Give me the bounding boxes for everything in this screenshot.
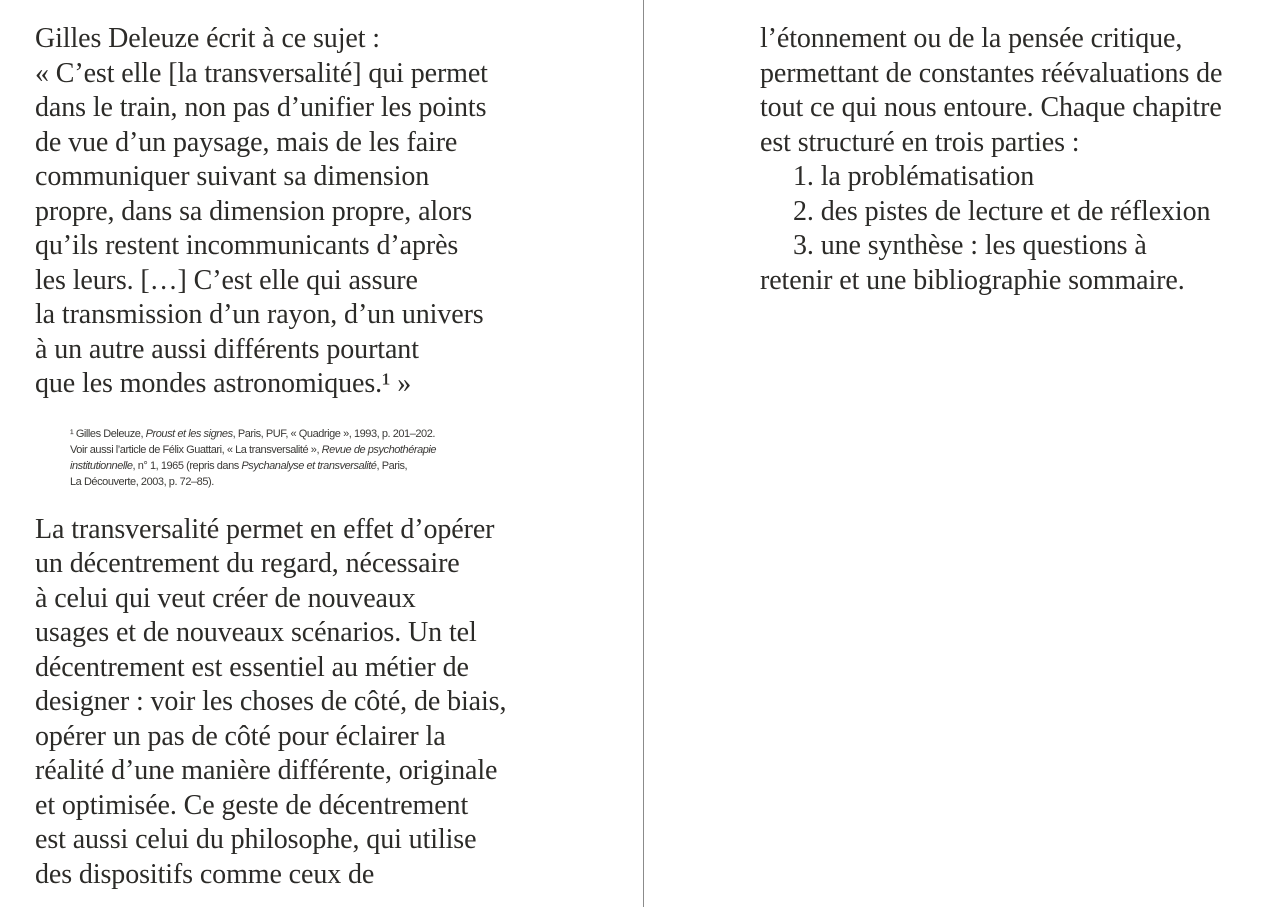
text-line: est structuré en trois parties : bbox=[760, 126, 1080, 158]
footnote-text-run: Proust et les signes bbox=[145, 427, 233, 440]
text-line: à un autre aussi différents pourtant bbox=[35, 333, 419, 365]
footnote-text-run: , Paris, bbox=[376, 460, 408, 473]
text-line: de vue d’un paysage, mais de les faire bbox=[35, 126, 458, 158]
left-page-column bbox=[35, 22, 635, 892]
footnote-line bbox=[70, 474, 635, 490]
text-line: que les mondes astronomiques.¹ » bbox=[35, 368, 412, 399]
text-line: tout ce qui nous entoure. Chaque chapitre bbox=[760, 92, 1222, 123]
text-line: réalité d’une manière différente, originale bbox=[35, 755, 498, 787]
text-line: « C’est elle [la transversalité] qui permet bbox=[35, 57, 488, 89]
chapter-parts-numbered-list bbox=[760, 160, 1280, 298]
transversalite-body-paragraph bbox=[35, 513, 635, 893]
list-item: 2. des pistes de lecture et de réflexion bbox=[793, 195, 1211, 227]
text-line: est aussi celui du philosophe, qui utilise bbox=[35, 824, 477, 856]
text-line: des dispositifs comme ceux de bbox=[35, 858, 375, 890]
text-line: permettant de constantes réévaluations de bbox=[760, 57, 1223, 89]
footnote-line bbox=[70, 426, 635, 442]
text-line: designer : voir les choses de côté, de biais, bbox=[35, 686, 507, 718]
right-page-column bbox=[760, 22, 1280, 298]
footnote-text-run: Revue de psychothérapie bbox=[321, 443, 437, 456]
footnote-text-run: , n° 1, 1965 (repris dans bbox=[132, 460, 242, 473]
footnote-text-run: La Découverte, 2003, p. 72–85). bbox=[70, 476, 214, 489]
text-line: La transversalité permet en effet d’opérer bbox=[35, 513, 495, 545]
text-line: propre, dans sa dimension propre, alors bbox=[35, 195, 472, 227]
list-item: 3. une synthèse : les questions à bbox=[793, 230, 1147, 261]
text-line: l’étonnement ou de la pensée critique, bbox=[760, 23, 1183, 54]
page-gutter-divider bbox=[643, 0, 644, 907]
text-line: décentrement est essentiel au métier de bbox=[35, 651, 469, 683]
deleuze-quote-paragraph bbox=[35, 22, 635, 402]
text-line: opérer un pas de côté pour éclairer la bbox=[35, 720, 446, 752]
list-item-continuation: retenir et une bibliographie sommaire. bbox=[760, 264, 1185, 296]
footnote-text-run: Psychanalyse et transversalité bbox=[241, 460, 377, 473]
footnote-text-run: institutionnelle bbox=[70, 460, 133, 473]
footnote-text-run: , Paris, PUF, « Quadrige », 1993, p. 201–202. bbox=[232, 427, 435, 440]
text-line: les leurs. […] C’est elle qui assure bbox=[35, 264, 418, 296]
text-line: un décentrement du regard, nécessaire bbox=[35, 548, 460, 580]
text-line: la transmission d’un rayon, d’un univers bbox=[35, 299, 484, 330]
text-line: communiquer suivant sa dimension bbox=[35, 161, 430, 192]
list-item: 1. la problématisation bbox=[793, 161, 1035, 192]
footnote-text-run: ¹ Gilles Deleuze, bbox=[70, 427, 146, 440]
chapter-structure-paragraph bbox=[760, 22, 1280, 160]
text-line: dans le train, non pas d’unifier les points bbox=[35, 92, 487, 123]
text-line: et optimisée. Ce geste de décentrement bbox=[35, 789, 469, 821]
text-line: usages et de nouveaux scénarios. Un tel bbox=[35, 617, 477, 649]
footnote-1 bbox=[70, 426, 635, 491]
text-line: qu’ils restent incommunicants d’après bbox=[35, 230, 459, 261]
footnote-line bbox=[70, 458, 635, 474]
text-line: à celui qui veut créer de nouveaux bbox=[35, 582, 416, 614]
footnote-line bbox=[70, 442, 635, 458]
text-line: Gilles Deleuze écrit à ce sujet : bbox=[35, 23, 380, 54]
footnote-text-run: Voir aussi l’article de Félix Guattari, « La transversalité », bbox=[70, 443, 322, 456]
